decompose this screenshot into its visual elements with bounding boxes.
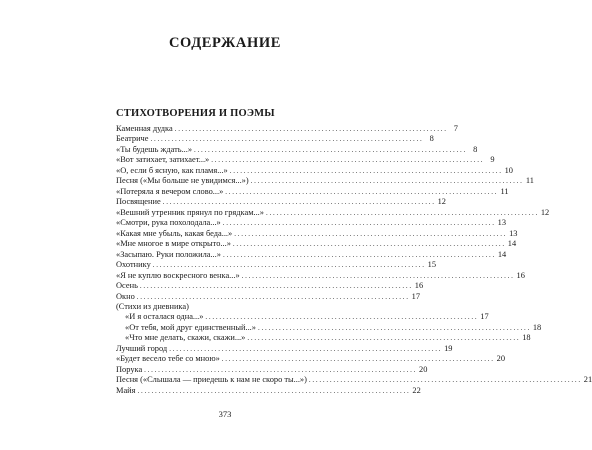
- toc-dot-leader: [258, 323, 529, 333]
- toc-entry: [116, 322, 542, 333]
- toc-entry-page: 8: [473, 144, 478, 154]
- toc-dot-leader: [266, 208, 537, 218]
- toc-dot-leader: [194, 145, 465, 155]
- toc-entry-page: 13: [509, 228, 518, 238]
- toc-entry-title: Охотнику: [116, 260, 151, 270]
- toc-entry-page: 11: [525, 176, 534, 186]
- toc-entry-title: «О, если б ясную, как пламя...»: [116, 165, 228, 175]
- toc-entry: [116, 186, 509, 197]
- toc-dot-leader: [137, 292, 408, 302]
- toc-entry-title: Майя: [116, 385, 136, 395]
- toc-dot-leader: [309, 375, 580, 385]
- toc-entry-page: 20: [496, 354, 506, 364]
- toc-entry-page: 17: [480, 312, 489, 322]
- toc-entry-title: Посвящение: [116, 197, 161, 207]
- toc-entry-page: 14: [507, 239, 517, 249]
- toc-entry-title: Песня («Слышала — приедешь к нам не скоро ты...»): [116, 375, 307, 385]
- toc-dot-leader: [140, 281, 411, 291]
- toc-dot-leader: [175, 124, 446, 134]
- toc-entry: [116, 239, 517, 249]
- toc-entry: [116, 354, 506, 364]
- toc-entry-page: 20: [419, 364, 428, 374]
- toc-dot-leader: [225, 187, 496, 197]
- toc-dot-leader: [151, 134, 422, 144]
- toc-entry: [116, 375, 592, 385]
- toc-entry-page: 21: [583, 375, 592, 385]
- toc-entry-page: 15: [427, 260, 437, 270]
- toc-entry: [116, 312, 489, 322]
- toc-entry-page: 10: [504, 165, 513, 175]
- toc-dot-leader: [144, 365, 415, 375]
- toc-entry-title: «Будет весело тебе со мною»: [116, 354, 220, 364]
- toc-entry-page: 18: [532, 322, 542, 332]
- toc-dot-leader: [223, 250, 494, 260]
- toc-entry: [116, 228, 518, 239]
- toc-entry-page: 16: [414, 281, 424, 291]
- toc-entry-page: 14: [497, 249, 507, 259]
- toc-entry-page: 12: [437, 197, 446, 207]
- toc-entry: [116, 197, 446, 207]
- toc-entry-title: Беатриче: [116, 134, 149, 144]
- toc-entry: [116, 385, 421, 396]
- toc-dot-leader: [234, 229, 505, 239]
- toc-entry-title: Песня («Мы больше не увидимся...»): [116, 176, 249, 186]
- toc-dot-leader: [169, 344, 440, 354]
- toc-entry: [116, 364, 428, 375]
- toc-entry-title: «Мне многое в мире открыто...»: [116, 239, 231, 249]
- toc-dot-leader: [138, 386, 409, 396]
- toc-dot-leader: [247, 333, 518, 343]
- toc-entry: [116, 260, 437, 270]
- toc-entry: [116, 155, 495, 165]
- toc-entry: [116, 302, 329, 312]
- toc-entry-page: 8: [429, 134, 434, 144]
- toc-dot-leader: [242, 271, 513, 281]
- toc-entry: [116, 165, 513, 176]
- toc-entry-title: «Смотри, рука похолодала...»: [116, 218, 221, 228]
- toc-dot-leader: [205, 312, 476, 322]
- toc-entry: [116, 134, 434, 144]
- toc-entry-title: «Потеряла я вечером слово...»: [116, 186, 224, 196]
- toc-entry-page: 13: [497, 218, 506, 228]
- toc-entry-title: «Вот затихает, затихает...»: [116, 155, 210, 165]
- page-number: 373: [218, 409, 232, 419]
- toc-entry-title: Осень: [116, 281, 138, 291]
- toc-dot-leader: [223, 218, 494, 228]
- table-of-contents: [116, 124, 592, 396]
- section-title: СТИХОТВОРЕНИЯ И ПОЭМЫ: [116, 108, 275, 119]
- toc-entry: [116, 281, 424, 291]
- toc-entry-title: «Какая мне убыль, какая беда...»: [116, 228, 233, 238]
- toc-entry-title: «Я не куплю воскресного венка...»: [116, 270, 240, 280]
- toc-entry-page: 17: [411, 291, 421, 301]
- toc-dot-leader: [222, 354, 493, 364]
- toc-entry-title: «Что мне делать, скажи, скажи...»: [125, 333, 246, 343]
- toc-dot-leader: [163, 197, 434, 207]
- toc-dot-leader: [230, 166, 501, 176]
- toc-dot-leader: [251, 176, 522, 186]
- toc-entry-title: «От тебя, мой друг единственный...»: [125, 322, 256, 332]
- toc-entry-title: Лучший город: [116, 343, 168, 353]
- toc-entry-page: 12: [540, 207, 550, 217]
- toc-entry: [116, 270, 525, 281]
- toc-entry: [116, 176, 534, 186]
- toc-entry-page: 22: [412, 385, 421, 395]
- toc-entry: [116, 207, 550, 218]
- toc-entry-title: «Засыпаю. Руки положила...»: [116, 249, 221, 259]
- toc-dot-leader: [211, 155, 482, 165]
- toc-entry-title: Порука: [116, 364, 143, 374]
- toc-entry: [116, 144, 478, 155]
- toc-entry-page: 19: [444, 343, 453, 353]
- toc-entry: [116, 291, 421, 302]
- toc-entry: [116, 249, 507, 260]
- toc-entry: [116, 333, 531, 343]
- toc-entry-title: «Вешний утренник прянул по грядкам...»: [116, 207, 264, 217]
- toc-entry-title: «И я осталася одна...»: [125, 312, 204, 322]
- toc-entry-title: «Ты будешь ждать...»: [116, 144, 193, 154]
- toc-entry-page: 9: [490, 155, 495, 165]
- toc-entry-title: Каменная дудка: [116, 124, 173, 133]
- toc-entry-page: 7: [453, 124, 458, 133]
- page-title: СОДЕРЖАНИЕ: [168, 35, 282, 51]
- toc-entry-title: (Стихи из дневника): [116, 301, 189, 311]
- toc-entry-page: 18: [522, 333, 531, 343]
- toc-entry-page: 11: [500, 186, 509, 196]
- toc-entry: [116, 218, 506, 228]
- toc-entry: [116, 343, 453, 354]
- toc-entry-title: Окно: [116, 291, 135, 301]
- toc-entry: [116, 124, 458, 134]
- toc-entry-page: 16: [516, 270, 525, 280]
- toc-dot-leader: [153, 260, 424, 270]
- toc-dot-leader: [233, 239, 504, 249]
